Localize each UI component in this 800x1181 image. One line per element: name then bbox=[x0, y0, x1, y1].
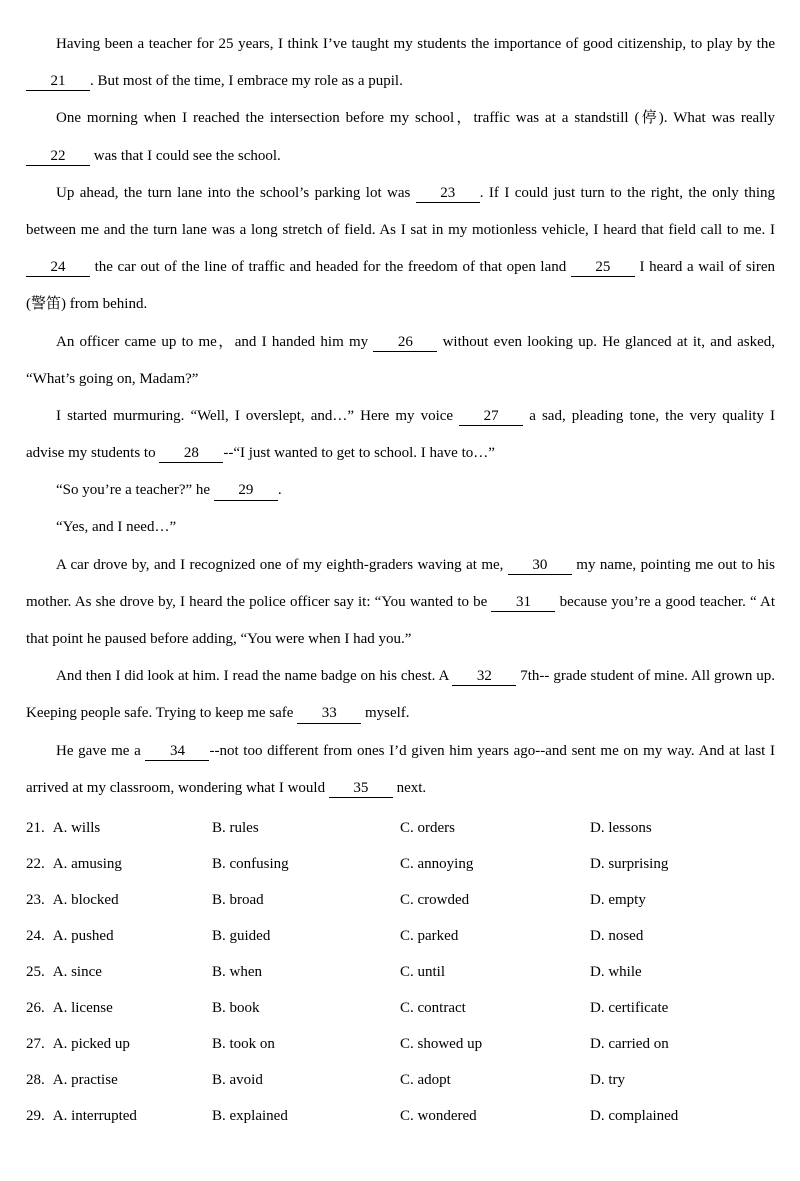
option-choice-A: A. since bbox=[52, 963, 102, 980]
passage-paragraph bbox=[26, 547, 775, 659]
passage-text: next. bbox=[392, 779, 427, 796]
cloze-blank-27: 27 bbox=[459, 408, 523, 426]
option-cell bbox=[212, 954, 400, 990]
option-choice-D: D. nosed bbox=[590, 927, 644, 944]
option-cell bbox=[212, 1098, 400, 1134]
passage-text: . bbox=[277, 482, 282, 499]
option-choice-B: B. explained bbox=[212, 1107, 288, 1124]
passage-text: “Yes, and I need…” bbox=[56, 519, 177, 536]
option-number: 26. bbox=[26, 999, 45, 1016]
cloze-passage bbox=[26, 26, 775, 807]
option-cell bbox=[26, 810, 212, 846]
option-cell bbox=[26, 918, 212, 954]
option-choice-B: B. book bbox=[212, 999, 260, 1016]
passage-text: One morning when I reached the intersection before my school，traffic was at a standstill (停). What was really bbox=[56, 110, 775, 127]
cloze-blank-35: 35 bbox=[329, 780, 393, 798]
option-choice-D: D. while bbox=[590, 963, 642, 980]
option-choice-A: A. practise bbox=[52, 1071, 118, 1088]
option-choice-C: C. until bbox=[400, 963, 446, 980]
option-cell bbox=[400, 918, 590, 954]
options-table bbox=[26, 810, 775, 1134]
option-choice-B: B. broad bbox=[212, 891, 264, 908]
passage-text: I started murmuring. “Well, I overslept, and…” Here my voice bbox=[56, 407, 460, 424]
option-cell bbox=[400, 846, 590, 882]
option-number: 21. bbox=[26, 819, 45, 836]
passage-paragraph bbox=[26, 26, 775, 100]
passage-paragraph bbox=[26, 509, 775, 546]
option-choice-D: D. lessons bbox=[590, 819, 652, 836]
cloze-blank-22: 22 bbox=[26, 148, 90, 166]
option-choice-C: C. showed up bbox=[400, 1035, 483, 1052]
passage-paragraph bbox=[26, 100, 775, 174]
option-cell bbox=[400, 954, 590, 990]
cloze-blank-23: 23 bbox=[416, 185, 480, 203]
option-choice-A: A. picked up bbox=[52, 1035, 130, 1052]
option-cell bbox=[590, 990, 775, 1026]
option-choice-D: D. surprising bbox=[590, 855, 669, 872]
passage-text: “So you’re a teacher?” he bbox=[56, 482, 214, 499]
passage-text: Up ahead, the turn lane into the school’s parking lot was bbox=[56, 184, 416, 201]
cloze-blank-31: 31 bbox=[491, 594, 555, 612]
option-choice-C: C. adopt bbox=[400, 1071, 451, 1088]
option-choice-A: A. amusing bbox=[52, 855, 122, 872]
option-cell bbox=[212, 846, 400, 882]
cloze-blank-32: 32 bbox=[452, 668, 516, 686]
cloze-blank-28: 28 bbox=[159, 445, 223, 463]
option-choice-B: B. avoid bbox=[212, 1071, 263, 1088]
passage-text: . But most of the time, I embrace my role as a pupil. bbox=[90, 73, 403, 90]
cloze-blank-29: 29 bbox=[214, 482, 278, 500]
passage-paragraph bbox=[26, 658, 775, 732]
option-cell bbox=[212, 810, 400, 846]
option-cell bbox=[590, 1062, 775, 1098]
passage-paragraph bbox=[26, 398, 775, 472]
option-choice-D: D. try bbox=[590, 1071, 625, 1088]
option-number: 29. bbox=[26, 1107, 45, 1124]
passage-paragraph bbox=[26, 472, 775, 509]
option-choice-D: D. empty bbox=[590, 891, 646, 908]
option-cell bbox=[590, 1026, 775, 1062]
option-choice-A: A. blocked bbox=[52, 891, 119, 908]
option-number: 22. bbox=[26, 855, 45, 872]
option-cell bbox=[400, 810, 590, 846]
passage-text: He gave me a bbox=[56, 742, 146, 759]
option-cell bbox=[590, 846, 775, 882]
option-cell bbox=[590, 810, 775, 846]
option-choice-C: C. annoying bbox=[400, 855, 474, 872]
option-choice-D: D. complained bbox=[590, 1107, 679, 1124]
passage-text: --“I just wanted to get to school. I have to…” bbox=[223, 445, 495, 462]
passage-text: my name, pointing me out to his mother. As she drove by, I heard the police officer say it: “You wanted to be bbox=[26, 556, 776, 610]
option-choice-C: C. parked bbox=[400, 927, 459, 944]
option-choice-C: C. crowded bbox=[400, 891, 470, 908]
option-number: 28. bbox=[26, 1071, 45, 1088]
option-row-22 bbox=[26, 846, 775, 882]
option-cell bbox=[400, 1026, 590, 1062]
passage-paragraph bbox=[26, 733, 775, 807]
option-cell bbox=[212, 918, 400, 954]
option-number: 24. bbox=[26, 927, 45, 944]
passage-text: --not too different from ones I’d given him years ago--and sent me on my way. And at last I arrived at my classroom, wondering what I would bbox=[26, 742, 775, 796]
option-choice-C: C. orders bbox=[400, 819, 455, 836]
option-cell bbox=[400, 1098, 590, 1134]
passage-text: And then I did look at him. I read the name badge on his chest. A bbox=[56, 668, 453, 685]
cloze-blank-33: 33 bbox=[297, 705, 361, 723]
option-cell bbox=[26, 990, 212, 1026]
option-cell bbox=[590, 1098, 775, 1134]
option-choice-A: A. license bbox=[52, 999, 113, 1016]
option-cell bbox=[590, 954, 775, 990]
option-number: 27. bbox=[26, 1035, 45, 1052]
option-cell bbox=[26, 1098, 212, 1134]
cloze-blank-25: 25 bbox=[571, 259, 635, 277]
option-cell bbox=[212, 1062, 400, 1098]
option-number: 25. bbox=[26, 963, 45, 980]
option-cell bbox=[400, 990, 590, 1026]
option-choice-D: D. carried on bbox=[590, 1035, 669, 1052]
option-choice-A: A. wills bbox=[52, 819, 101, 836]
option-choice-B: B. took on bbox=[212, 1035, 275, 1052]
option-choice-B: B. rules bbox=[212, 819, 259, 836]
passage-text: . If I could just turn to the right, the only thing between me and the turn lane was a long stretch of field. As I sat in my motionless vehicle, I heard that field call to me. I bbox=[26, 184, 776, 238]
option-cell bbox=[26, 846, 212, 882]
cloze-blank-21: 21 bbox=[26, 73, 90, 91]
passage-paragraph bbox=[26, 175, 775, 324]
option-choice-A: A. pushed bbox=[52, 927, 114, 944]
passage-text: myself. bbox=[361, 705, 410, 722]
passage-text: I heard a wail of siren (警笛) from behind. bbox=[26, 259, 775, 313]
cloze-blank-24: 24 bbox=[26, 259, 90, 277]
option-choice-C: C. contract bbox=[400, 999, 466, 1016]
option-row-25 bbox=[26, 954, 775, 990]
option-choice-B: B. guided bbox=[212, 927, 271, 944]
cloze-blank-26: 26 bbox=[373, 334, 437, 352]
cloze-blank-34: 34 bbox=[145, 743, 209, 761]
option-cell bbox=[590, 918, 775, 954]
passage-text: a sad, pleading tone, the very quality I advise my students to bbox=[26, 407, 776, 462]
option-cell bbox=[26, 882, 212, 918]
option-cell bbox=[590, 882, 775, 918]
passage-text: without even looking up. He glanced at it, and asked, “What’s going on, Madam?” bbox=[26, 333, 775, 387]
option-row-24 bbox=[26, 918, 775, 954]
option-row-21 bbox=[26, 810, 775, 846]
passage-text: An officer came up to me，and I handed him my bbox=[56, 333, 374, 350]
option-cell bbox=[400, 882, 590, 918]
passage-text: the car out of the line of traffic and headed for the freedom of that open land bbox=[90, 259, 571, 276]
option-row-23 bbox=[26, 882, 775, 918]
option-number: 23. bbox=[26, 891, 45, 908]
option-choice-C: C. wondered bbox=[400, 1107, 477, 1124]
option-cell bbox=[212, 882, 400, 918]
option-choice-D: D. certificate bbox=[590, 999, 669, 1016]
option-row-26 bbox=[26, 990, 775, 1026]
option-cell bbox=[26, 1026, 212, 1062]
option-choice-B: B. when bbox=[212, 963, 262, 980]
passage-text: was that I could see the school. bbox=[90, 147, 281, 164]
option-cell bbox=[212, 1026, 400, 1062]
option-row-27 bbox=[26, 1026, 775, 1062]
passage-text: 7th-- grade student of mine. All grown up. Keeping people safe. Trying to keep me safe bbox=[26, 668, 775, 722]
passage-text: because you’re a good teacher. “ At that point he paused before adding, “You were when I had you.” bbox=[26, 593, 775, 647]
passage-paragraph bbox=[26, 324, 775, 398]
option-cell bbox=[400, 1062, 590, 1098]
option-cell bbox=[26, 1062, 212, 1098]
cloze-blank-30: 30 bbox=[508, 557, 572, 575]
passage-text: Having been a teacher for 25 years, I think I’ve taught my students the importance of good citizenship, to play by the bbox=[56, 36, 775, 52]
option-row-28 bbox=[26, 1062, 775, 1098]
passage-text: A car drove by, and I recognized one of my eighth-graders waving at me, bbox=[56, 556, 508, 573]
option-cell bbox=[26, 954, 212, 990]
option-row-29 bbox=[26, 1098, 775, 1134]
option-choice-B: B. confusing bbox=[212, 855, 289, 872]
option-choice-A: A. interrupted bbox=[52, 1107, 137, 1124]
option-cell bbox=[212, 990, 400, 1026]
